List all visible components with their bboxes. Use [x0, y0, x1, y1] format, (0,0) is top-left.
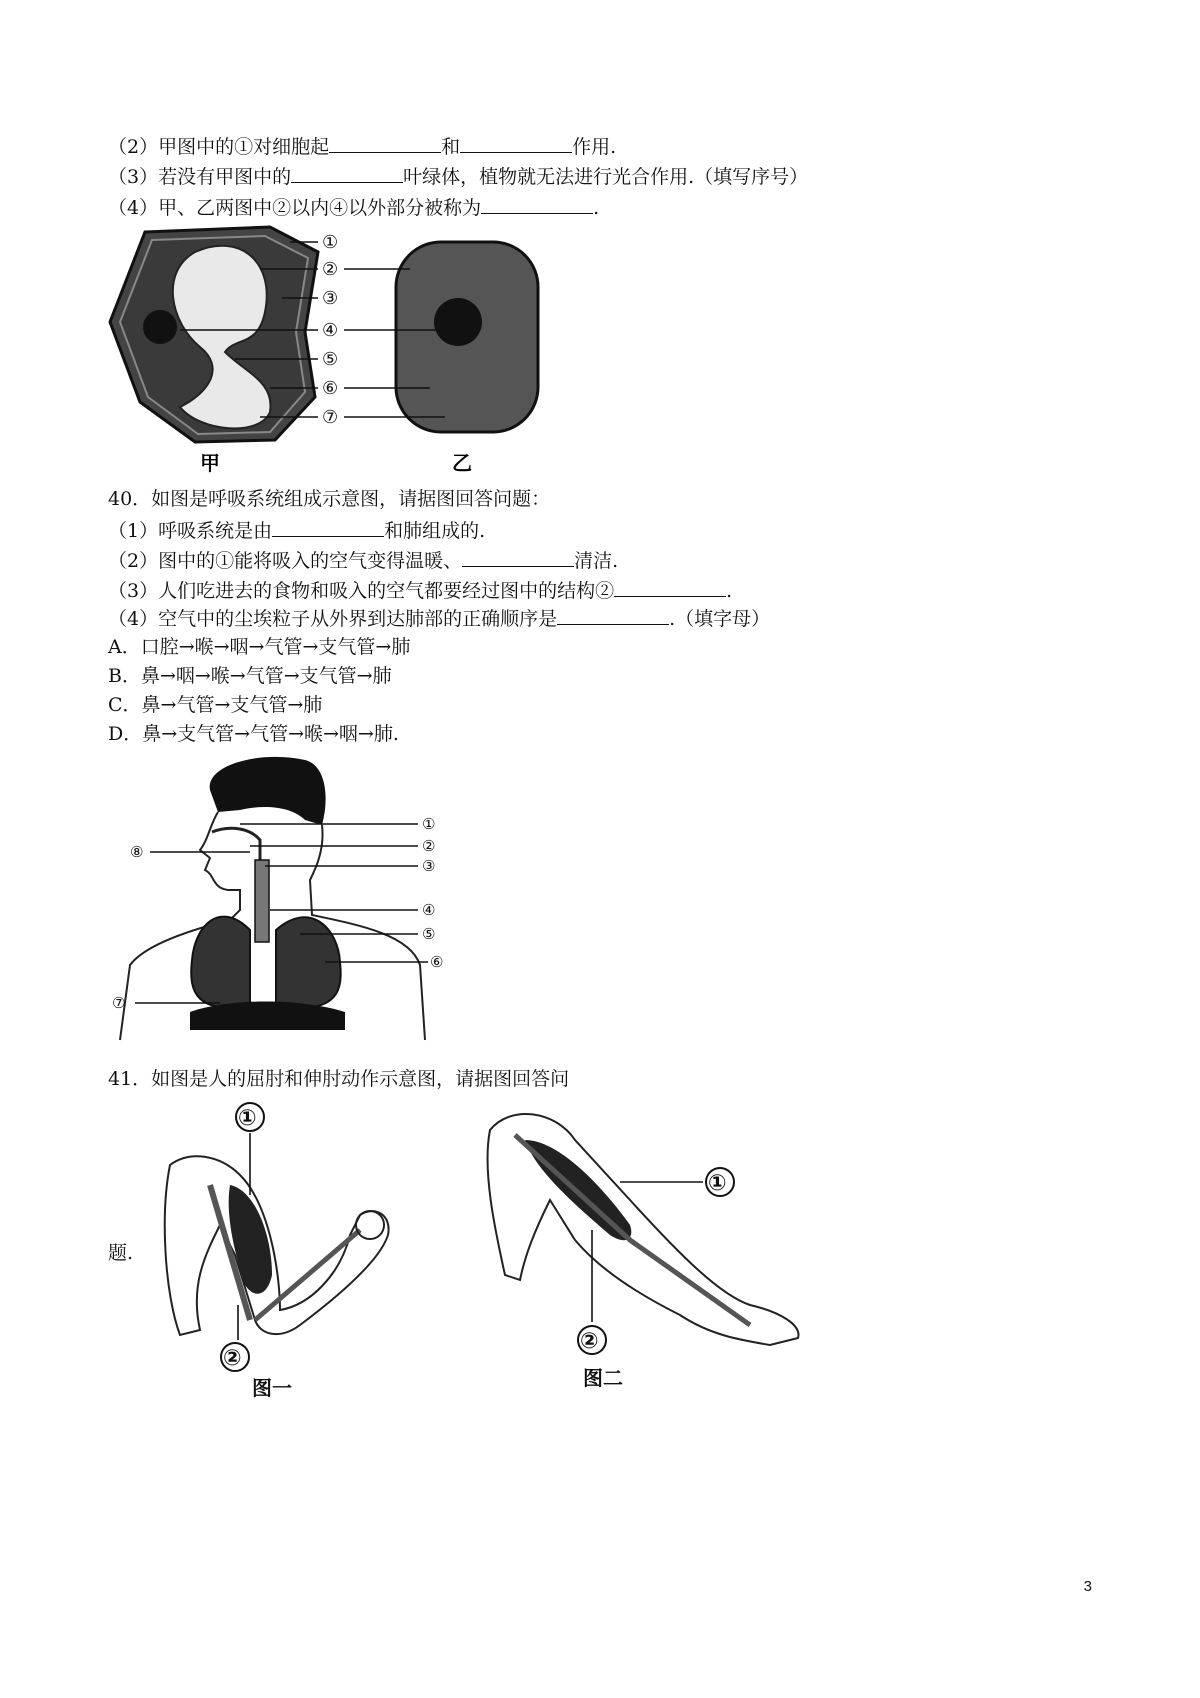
trachea: [255, 860, 269, 942]
q40-part1-prefix: （1）呼吸系统是由: [108, 520, 273, 542]
q40-part2-prefix: （2）图中的①能将吸入的空气变得温暖、: [108, 550, 463, 572]
caption-yi: 乙: [452, 451, 472, 475]
answer-blank[interactable]: [614, 576, 726, 597]
resp-label-5: ⑤: [422, 925, 436, 943]
q39-part3-suffix: 叶绿体，植物就无法进行光合作用.（填写序号）: [403, 166, 809, 188]
caption-figure-2: 图二: [583, 1366, 623, 1390]
q40-part2-suffix: 清洁.: [574, 550, 619, 572]
q40-option-b[interactable]: B．鼻→咽→喉→气管→支气管→肺: [108, 665, 392, 687]
page-number: 3: [1083, 1578, 1092, 1595]
caption-figure-1: 图一: [252, 1376, 292, 1400]
cell-label-7: ⑦: [322, 407, 339, 428]
resp-label-6: ⑥: [430, 953, 444, 971]
arm-extension-figure: [480, 1090, 810, 1400]
q40-part1: [108, 516, 485, 544]
q40-option-d[interactable]: D．鼻→支气管→气管→喉→咽→肺.: [108, 723, 399, 745]
cell-label-5: ⑤: [322, 349, 339, 370]
q41-tail: 题.: [108, 1242, 134, 1264]
q40-part4-suffix: .（填字母）: [669, 608, 771, 630]
answer-blank[interactable]: [557, 604, 669, 625]
answer-blank[interactable]: [291, 162, 403, 183]
cell-label-1: ①: [322, 232, 339, 253]
left-lung: [191, 917, 250, 1009]
answer-blank[interactable]: [460, 132, 572, 153]
resp-label-8: ⑧: [130, 843, 144, 861]
respiratory-system-figure: [100, 750, 460, 1050]
q39-part2-suffix: 作用.: [572, 136, 617, 158]
q39-part4-suffix: .: [593, 197, 600, 219]
flex-label-1: ①: [238, 1106, 257, 1131]
resp-label-2: ②: [422, 837, 436, 855]
answer-blank[interactable]: [329, 132, 441, 153]
q39-part2-prefix: （2）甲图中的①对细胞起: [108, 136, 330, 158]
answer-blank[interactable]: [462, 546, 574, 567]
animal-nucleus: [434, 298, 482, 346]
q39-part3: [108, 162, 808, 190]
q40-option-c[interactable]: C．鼻→气管→支气管→肺: [108, 694, 323, 716]
plant-nucleus: [143, 310, 177, 344]
cell-label-4: ④: [322, 320, 339, 341]
resp-label-1: ①: [422, 815, 436, 833]
nasal-cavity: [212, 828, 260, 870]
answer-blank[interactable]: [272, 516, 384, 537]
q40-part3-suffix: .: [726, 580, 733, 602]
cell-label-3: ③: [322, 288, 339, 309]
resp-label-3: ③: [422, 857, 436, 875]
flex-label-2: ②: [223, 1346, 242, 1371]
cell-label-2: ②: [322, 259, 339, 280]
arm-outline: [165, 1156, 389, 1335]
q39-part2: [108, 132, 616, 160]
arm-flexion-figure: [160, 1095, 430, 1405]
q40-part2: [108, 546, 618, 574]
q39-part3-prefix: （3）若没有甲图中的: [108, 166, 292, 188]
q41-title: 41．如图是人的屈肘和伸肘动作示意图，请据图回答问: [108, 1068, 570, 1090]
ext-label-2: ②: [580, 1329, 599, 1354]
cell-label-6: ⑥: [322, 378, 339, 399]
cell-diagram-figure: [100, 222, 550, 480]
q40-part4: [108, 604, 770, 632]
q40-option-a[interactable]: A．口腔→喉→咽→气管→支气管→肺: [108, 636, 411, 658]
q40-part1-suffix: 和肺组成的.: [384, 520, 486, 542]
resp-label-7: ⑦: [112, 994, 126, 1012]
right-lung: [276, 917, 341, 1008]
q40-part3: [108, 576, 732, 604]
q40-part4-prefix: （4）空气中的尘埃粒子从外界到达肺部的正确顺序是: [108, 608, 558, 630]
q40-part3-prefix: （3）人们吃进去的食物和吸入的空气都要经过图中的结构②: [108, 580, 615, 602]
q40-title: 40．如图是呼吸系统组成示意图，请据图回答问题：: [108, 488, 551, 510]
q39-part4-prefix: （4）甲、乙两图中②以内④以外部分被称为: [108, 197, 482, 219]
head-hair: [210, 757, 326, 825]
q39-part4: [108, 193, 599, 221]
resp-label-4: ④: [422, 901, 436, 919]
q39-part2-mid: 和: [441, 136, 461, 158]
answer-blank[interactable]: [481, 193, 593, 214]
caption-jia: 甲: [200, 451, 220, 475]
ext-label-1: ①: [708, 1171, 727, 1196]
